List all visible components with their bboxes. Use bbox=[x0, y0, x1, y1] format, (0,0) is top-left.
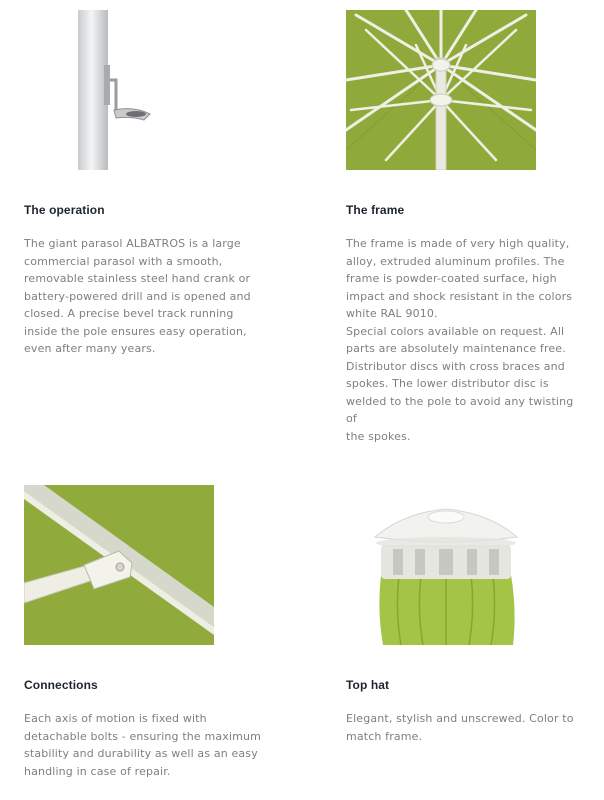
feature-description: The frame is made of very high quality, alloy, extruded aluminum profiles. The frame is powder-coated surface, high impact and shock resistant in the colors white RAL 9010. Special colors available on request. All parts are absolutely maintenance free. Distributor discs with cross braces and spokes. The lower distributor disc is welded to the pole to avoid any twisting of the spokes. bbox=[346, 237, 574, 443]
hand-crank-pole-image bbox=[54, 10, 194, 170]
feature-description: Elegant, stylish and unscrewed. Color to match frame. bbox=[346, 712, 574, 743]
feature-description: The giant parasol ALBATROS is a large commercial parasol with a smooth, removable stainless steel hand crank or battery-powered drill and is opened and closed. A precise bevel track running inside the pole ensures easy operation, even after many years. bbox=[24, 237, 251, 355]
top-hat-icon bbox=[371, 505, 521, 645]
feature-title: The frame bbox=[346, 203, 405, 217]
feature-title: Top hat bbox=[346, 678, 390, 692]
parasol-frame-image bbox=[346, 10, 536, 170]
connection-joint-image bbox=[24, 485, 214, 645]
top-hat-image bbox=[371, 505, 521, 645]
feature-title: Connections bbox=[24, 678, 98, 692]
parasol-frame-spokes-icon bbox=[346, 10, 536, 170]
connection-joint-icon bbox=[24, 485, 214, 645]
feature-title: The operation bbox=[24, 203, 105, 217]
feature-description: Each axis of motion is fixed with detachable bolts - ensuring the maximum stability and durability as well as an easy handling in case of repair. bbox=[24, 712, 261, 778]
hand-crank-pole-icon bbox=[54, 10, 194, 170]
